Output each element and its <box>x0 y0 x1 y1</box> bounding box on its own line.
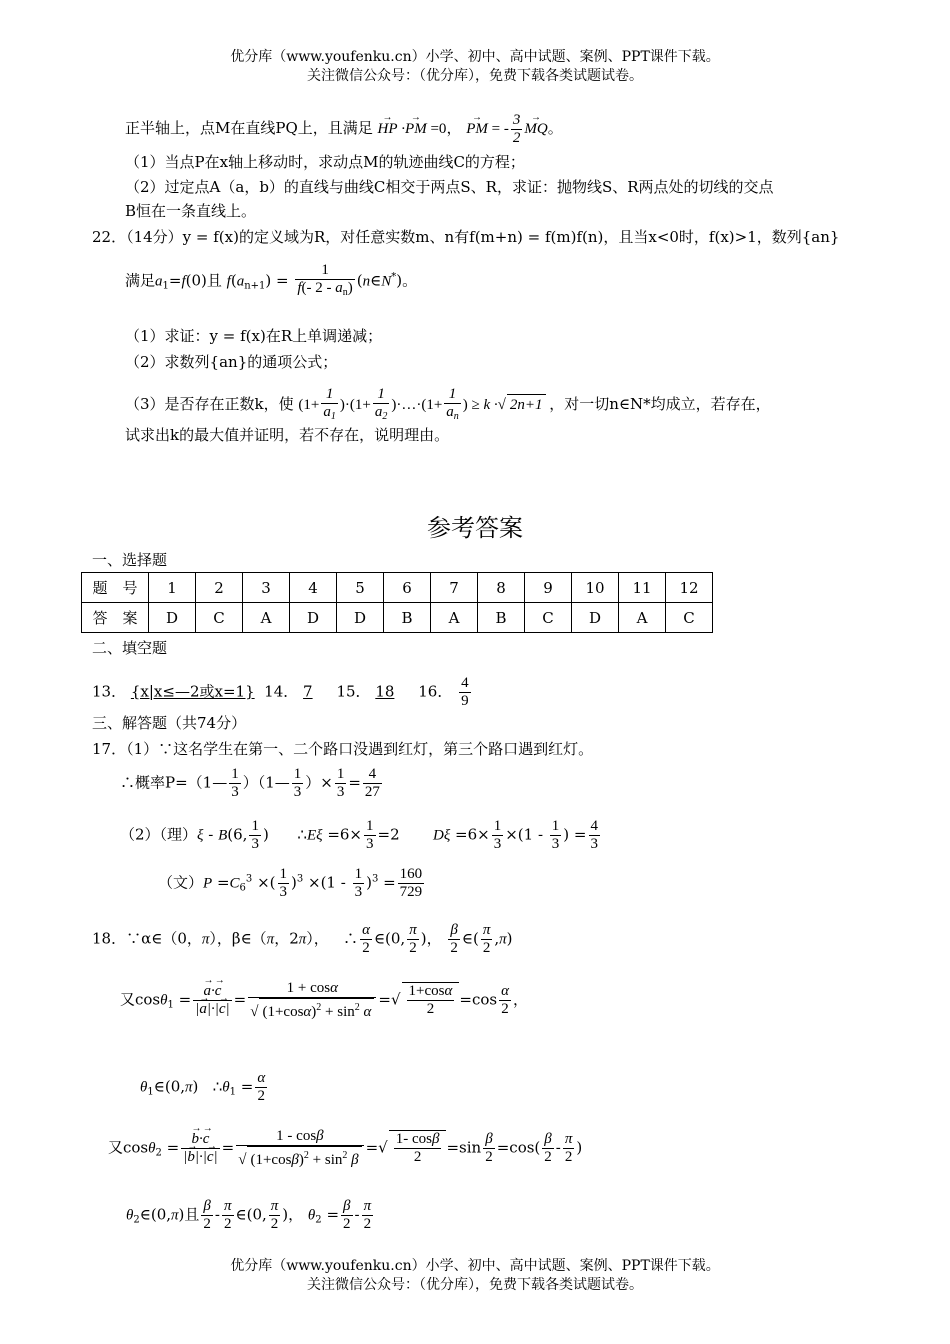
footer-line-2: 关注微信公众号：（优分库），免费下载各类试题试卷。 <box>307 1277 643 1293</box>
q18-line2: 又cosθ$_1$ = → $\frac{a\cdot\to c}{|\to a|\cdot|\to c|}$ = $\frac{1 + \cos\alpha}{√ (1+\cos\alpha)^2 + \sin^2 \alpha}$ =√ $\frac{1+\cos\alpha}{2}$ =cos $\frac{\alpha}{2}$ ， <box>120 980 528 1021</box>
section-fill: 二、填空题 <box>92 639 168 657</box>
table-cell-answer: A <box>243 603 290 633</box>
q17-line1: 17．（1）∵这名学生在第一、二个路口没遇到红灯，第三个路口遇到红灯。 <box>92 740 594 758</box>
table-cell-answer: C <box>666 603 713 633</box>
table-cell-number: 10 <box>572 573 619 603</box>
table-cell-answer: B <box>478 603 525 633</box>
table-cell-number: 6 <box>384 573 431 603</box>
q21-part2-b: B恒在一条直线上。 <box>125 202 257 220</box>
q22-part3-b: ，对一切n∈N*均成立，若存在， <box>549 394 771 413</box>
fill-q16-answer: $\frac{4}{9}$ <box>461 675 469 709</box>
q21-part1: （1）当点P在x轴上移动时，求动点M的轨迹曲线C的方程； <box>125 153 525 171</box>
header-line-1: 优分库（www.youfenku.cn）小学、初中、高中试题、案例、PPT课件下载。 <box>230 49 720 65</box>
fill-q13-answer: {x|x≤—2或x=1} <box>130 682 255 701</box>
section-solutions: 三、解答题（共74分） <box>92 714 247 732</box>
q18-line1: 18．∵α∈（0，π），β∈（π，2π）， ∴ $\frac{\alpha}{2}$ ∈(0, $\frac{\pi}{2}$ )， $\frac{\beta}{2}$ ∈( $\frac{\pi}{2}$ ,π) <box>92 922 513 956</box>
fill-q15-label: 15． <box>336 682 371 701</box>
table-cell-answer: B <box>384 603 431 633</box>
table-cell-answer: D <box>290 603 337 633</box>
table-cell-number: 8 <box>478 573 525 603</box>
table-cell-number: 11 <box>619 573 666 603</box>
table-cell-number: 3 <box>243 573 290 603</box>
q21-condition: 正半轴上，点M在直线PQ上，且满足 → HP ·→ PM =0， → PM = - $\frac{3}{2}$ → MQ。 <box>125 112 563 147</box>
q22-part1: （1）求证：y = f(x)在R上单调递减； <box>125 327 383 345</box>
table-label-answer: 答 案 <box>82 603 149 633</box>
table-cell-number: 9 <box>525 573 572 603</box>
q22-part3-inequality: (1+ $\frac{1}{a_1}$ )·(1+ $\frac{1}{a_2}$ )·…·(1+ $\frac{1}{a_n}$ ) ≥ k ·√ 2n+1 <box>298 397 549 413</box>
table-label-number: 题 号 <box>82 573 149 603</box>
q22-condition: 满足$a_1=f(0)$且 $f(a_{n+1})$ = $\frac{1}{f(- 2 - a_n)}$ (n∈N*)。 <box>125 262 418 298</box>
fill-q14-answer: 7 <box>303 682 313 701</box>
q21-condition-eq2: → PM = - $\frac{3}{2}$ → MQ <box>466 121 547 137</box>
q17-line4: （文）$P =C_6^3$ ×( $\frac{1}{3}$ )$^3$ ×(1 - $\frac{1}{3}$ )$^3$ = $\frac{160}{729}$ <box>158 866 423 900</box>
q17-line3: （2）（理）ξ - B(6, $\frac{1}{3}$ ) ∴Eξ =6× $\frac{1}{3}$ =2 Dξ =6× $\frac{1}{3}$ ×(1 - $\frac{1}{3}$ ) = $\frac{4}{3}$ <box>120 818 598 852</box>
q21-part2-a: （2）过定点A（a，b）的直线与曲线C相交于两点S、R，求证：抛物线S、R两点处的切线的交点 <box>125 178 774 196</box>
q18-line5: $\theta_2\in(0,\pi)$且 $\frac{\beta}{2}$ - $\frac{\pi}{2}$ ∈(0, $\frac{\pi}{2}$ )， $\theta_2$ = $\frac{\beta}{2}$ - $\frac{\pi}{2}$ <box>126 1198 372 1232</box>
table-cell-number: 7 <box>431 573 478 603</box>
table-cell-answer: A <box>431 603 478 633</box>
q22-intro: 22．（14分）y = f(x)的定义域为R，对任意实数m、n有f(m+n) = f(m)f(n)，且当x<0时，f(x)>1，数列{an} <box>92 228 840 246</box>
q21-condition-text: 正半轴上，点M在直线PQ上，且满足 <box>125 118 373 137</box>
table-cell-answer: D <box>149 603 196 633</box>
table-cell-number: 5 <box>337 573 384 603</box>
q18-line4: 又cosθ$_2$ = → $\frac{b\cdot\to c}{|\to b|\cdot|\to c|}$ = $\frac{1 - \cos\beta}{√ (1+\cos\beta)^2 + \sin^2 \beta}$ =√ $\frac{1- \cos\beta}{2}$ =sin $\frac{\beta}{2}$ =cos( $\frac{\beta}{2}$ - $\frac{\pi}{2}$ ) <box>108 1128 582 1169</box>
q22-part2: （2）求数列{an}的通项公式； <box>125 353 338 371</box>
answer-table-row-choices <box>82 603 713 633</box>
q17-line2: ∴概率P=（1— $\frac{1}{3}$ ）（1— $\frac{1}{3}$ ）× $\frac{1}{3}$ = $\frac{4}{27}$ <box>120 766 380 800</box>
table-cell-answer: D <box>337 603 384 633</box>
table-cell-number: 2 <box>196 573 243 603</box>
header-line-2: 关注微信公众号：（优分库），免费下载各类试题试卷。 <box>307 68 643 84</box>
q18-line3: $\theta_1\in(0,\pi)$ $\therefore\theta_1$ = $\frac{\alpha}{2}$ <box>140 1070 266 1104</box>
footer-line-1: 优分库（www.youfenku.cn）小学、初中、高中试题、案例、PPT课件下载。 <box>230 1258 720 1274</box>
table-cell-answer: C <box>196 603 243 633</box>
section-choice: 一、选择题 <box>92 551 168 569</box>
q22-part3 <box>125 386 771 425</box>
q22-part3-a: （3）是否存在正数k，使 <box>125 394 294 413</box>
q22-part3-c: 试求出k的最大值并证明，若不存在，说明理由。 <box>125 426 450 444</box>
fill-q16-label: 16． <box>418 682 453 701</box>
table-cell-answer: C <box>525 603 572 633</box>
table-cell-number: 12 <box>666 573 713 603</box>
fill-q14-label: 14． <box>264 682 299 701</box>
answers-title: 参考答案 <box>427 514 523 542</box>
table-cell-number: 4 <box>290 573 337 603</box>
fill-answers <box>92 675 473 710</box>
table-cell-answer: D <box>572 603 619 633</box>
answer-table <box>81 572 713 633</box>
q21-condition-eq1: → HP ·→ PM =0 <box>378 121 447 137</box>
fill-q15-answer: 18 <box>375 682 395 701</box>
fill-q13-label: 13． <box>92 682 127 701</box>
table-cell-number: 1 <box>149 573 196 603</box>
table-cell-answer: A <box>619 603 666 633</box>
answer-table-row-numbers <box>82 573 713 603</box>
